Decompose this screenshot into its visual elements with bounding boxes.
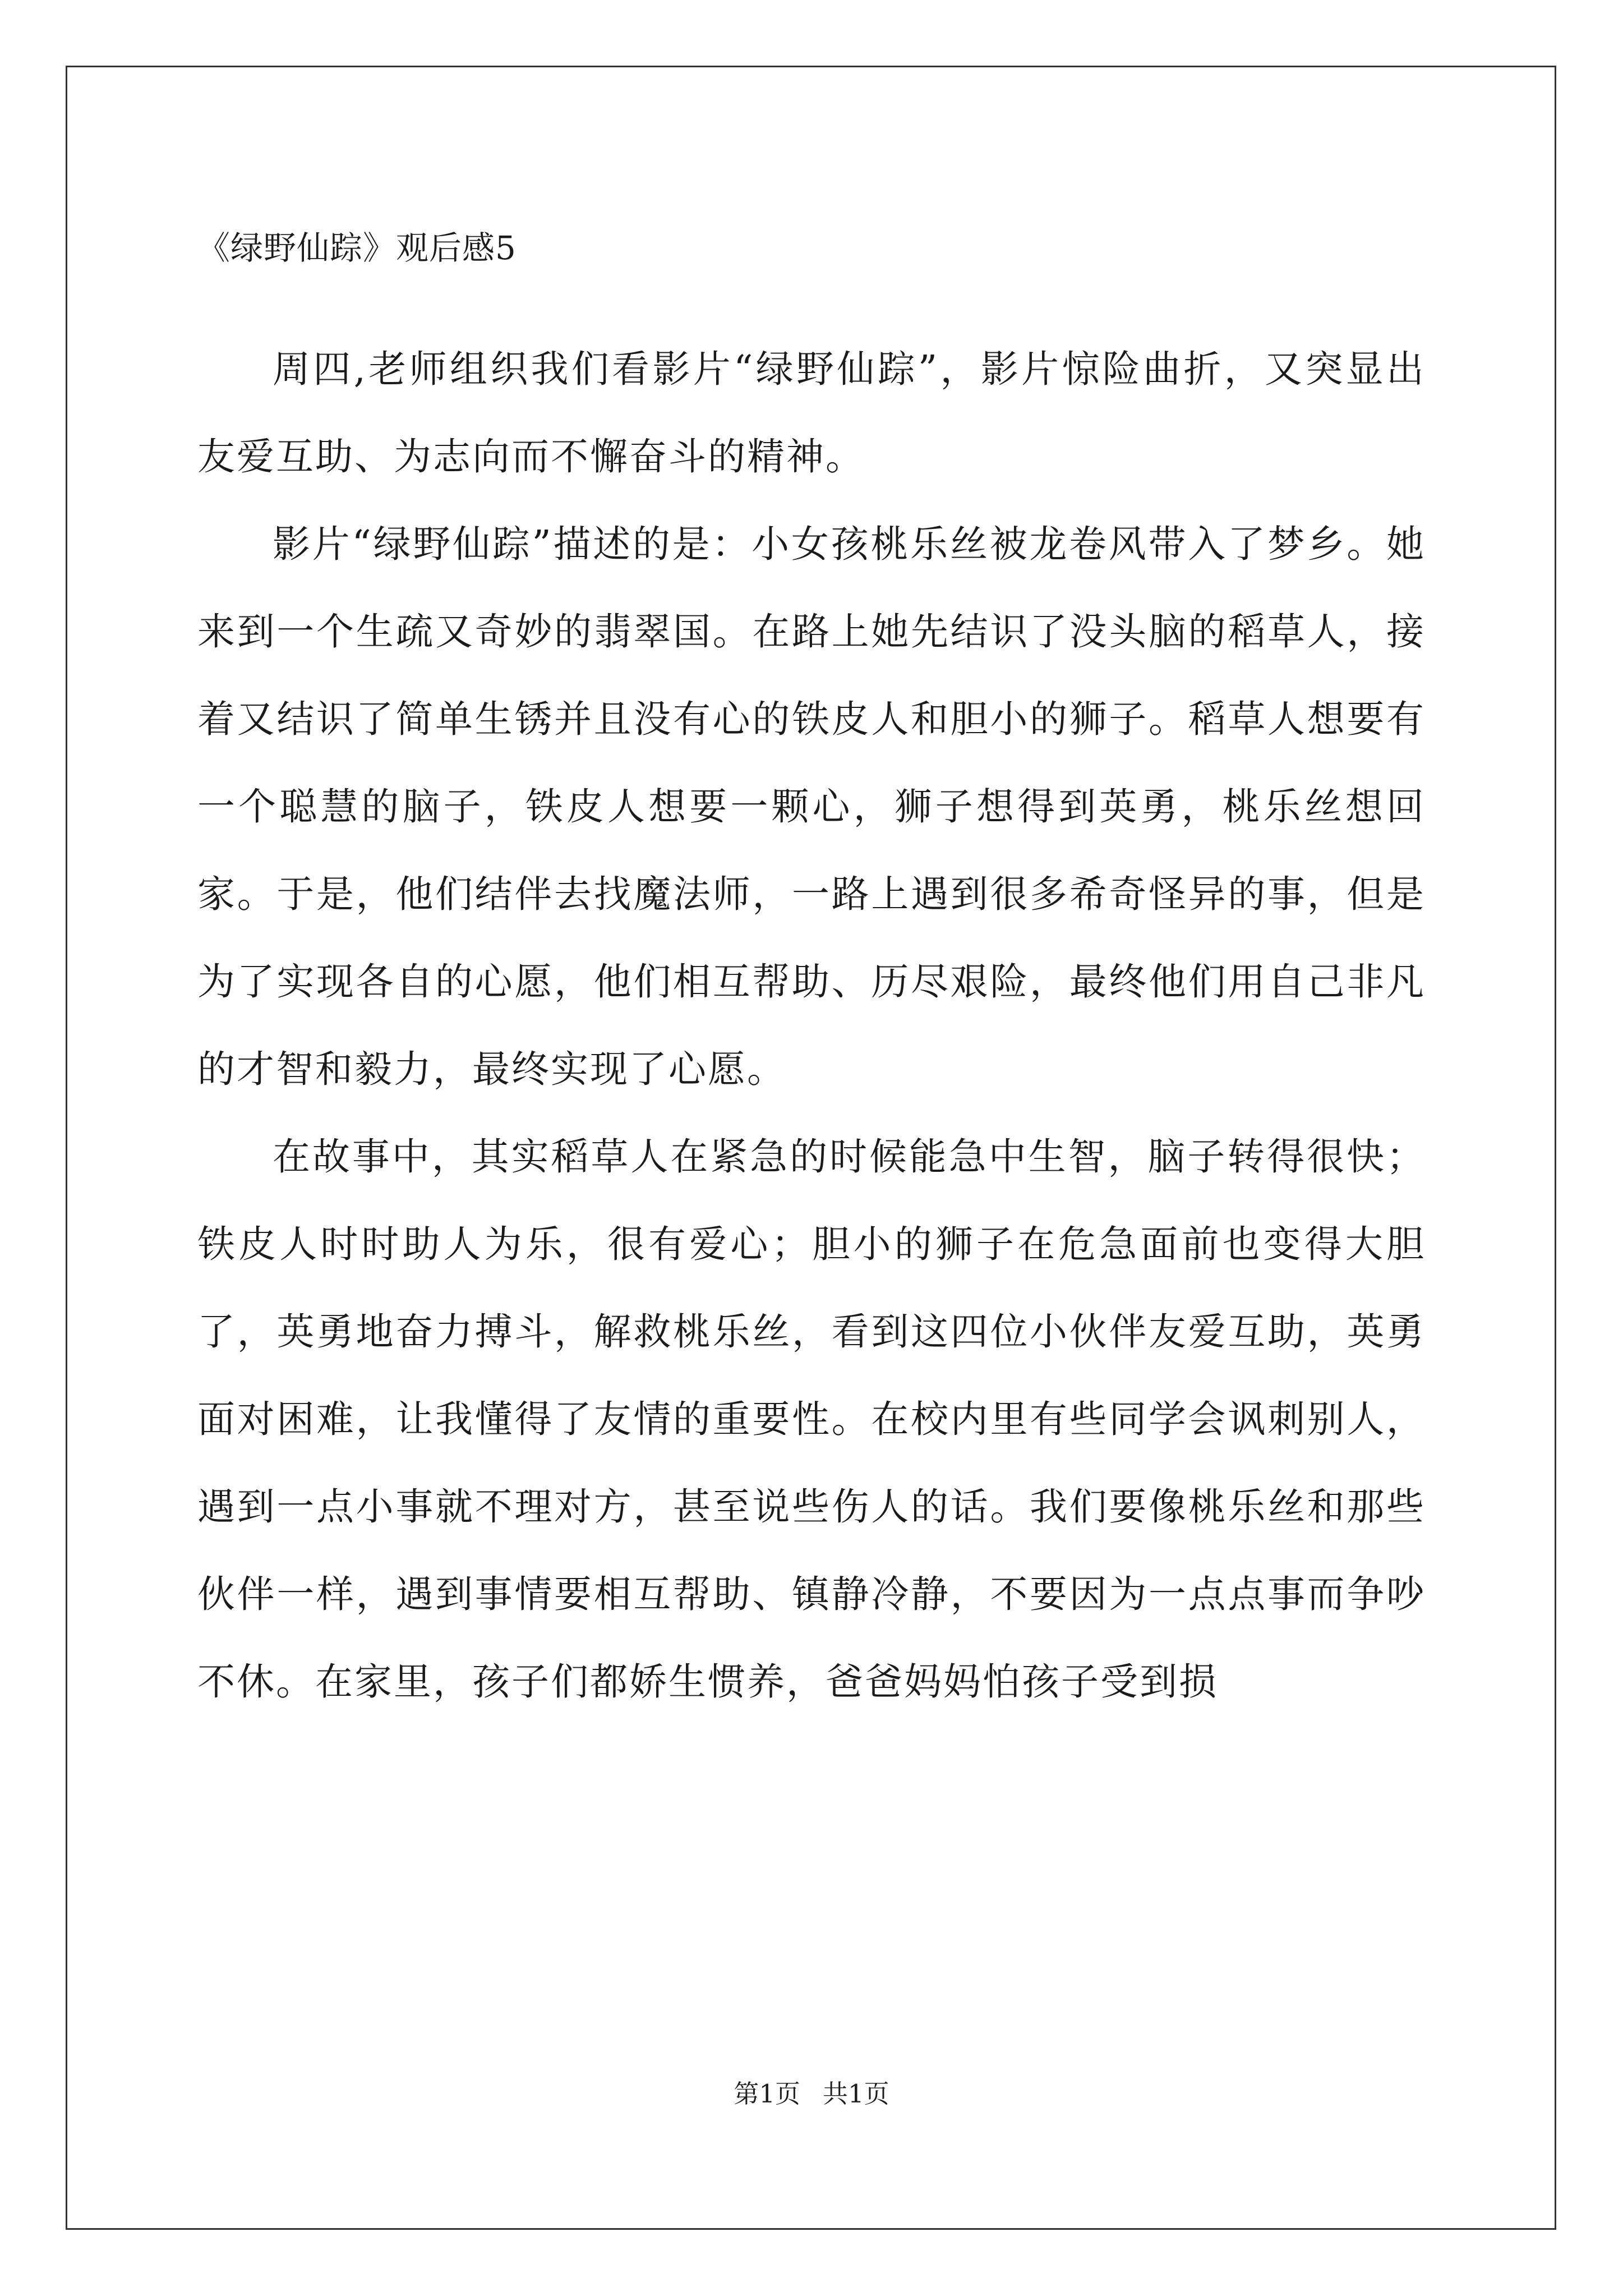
paragraph-2: 影片“绿野仙踪”描述的是：小女孩桃乐丝被龙卷风带入了梦乡。她来到一个生疏又奇妙的翡翠国。在路上她先结识了没头脑的稻草人，接着又结识了简单生锈并且没有心的铁皮人和胆小的狮子。稻草人想要有一个聪慧的脑子，铁皮人想要一颗心，狮子想得到英勇，桃乐丝想回家。于是，他们结伴去找魔法师，一路上遇到很多希奇怪异的事，但是为了实现各自的心愿，他们相互帮助、历尽艰险，最终他们用自己非凡的才智和毅力，最终实现了心愿。 xyxy=(197,522,1426,1091)
page-number-current: 第1页 xyxy=(734,2079,800,2109)
page-footer xyxy=(0,2077,1623,2111)
document-body xyxy=(197,325,1426,1726)
paragraph-1: 周四,老师组织我们看影片“绿野仙踪”，影片惊险曲折，又突显出友爱互助、为志向而不懈奋斗的精神。 xyxy=(197,347,1426,478)
page-number-total: 共1页 xyxy=(823,2079,889,2109)
document-title: 《绿野仙踪》观后感5 xyxy=(197,229,517,267)
paragraph-3: 在故事中，其实稻草人在紧急的时候能急中生智，脑子转得很快；铁皮人时时助人为乐，很有爱心；胆小的狮子在危急面前也变得大胆了，英勇地奋力搏斗，解救桃乐丝，看到这四位小伙伴友爱互助，英勇面对困难，让我懂得了友情的重要性。在校内里有些同学会讽刺别人，遇到一点小事就不理对方，甚至说些伤人的话。我们要像桃乐丝和那些伙伴一样，遇到事情要相互帮助、镇静冷静，不要因为一点点事而争吵不休。在家里，孩子们都娇生惯养，爸爸妈妈怕孩子受到损 xyxy=(197,1135,1426,1704)
